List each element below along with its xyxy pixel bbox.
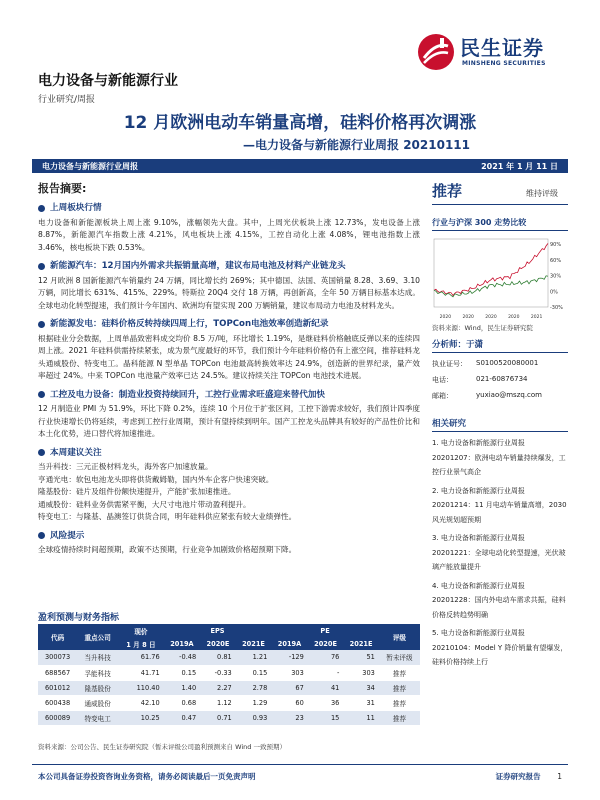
section-paragraph: 12 月制造业 PMI 为 51.9%，环比下降 0.2%，连续 10 个月位于扩张区间，工控下游需求较好，我们预计四季度行业快速增长仍将延续，考虑到工控行业周期，预计有望持续到明年。国产工控龙头品牌具有较好的产品性价比和本土化优势，进口替代将加速推进。 — [38, 404, 420, 438]
col-year: 2020E — [308, 637, 344, 650]
footer-label: 证券研究报告 — [495, 772, 541, 781]
table-cell: 688567 — [38, 665, 77, 680]
chart-source: 资料来源：Wind，民生证券研究院 — [432, 324, 533, 332]
table-cell: 42.10 — [118, 695, 164, 710]
table-cell: 2.27 — [200, 680, 236, 695]
table-cell: -129 — [271, 650, 308, 665]
rating — [432, 180, 568, 205]
related-report: 1. 电力设备和新能源行业周报 20201207：欧洲电动车销量持续爆发，工控行业景气高企 — [432, 439, 566, 476]
footer-disclaimer: 本公司具备证券投资咨询业务资格，请务必阅读最后一页免责声明 — [38, 772, 256, 781]
pick-item: 亨通光电：软包电池龙头即将供货戴姆勒，国内外车企客户快速突破。 — [38, 474, 274, 484]
section-paragraph: 根据硅业分会数据，上周单晶致密料成交均价 8.5 万/吨，环比增长 1.19%，是继硅料价格触底反弹以来的连续四周上涨。2021 年硅料供需持续紧张，成为景气度最好的环节，我们预计今年硅料价格仍有上涨空间，推荐硅料龙头通威股份、特变电工。晶科能源 N 型单晶 TOPCon 电池最高转换效率达 24.9%，创造新的世界纪录，量产效率超过 24%。中来 TOPCon 电池量产效率已达 24.5%。建议持续关注 TOPCon 电池技术进展。 — [38, 333, 420, 380]
rating-recommend: 推荐 — [432, 182, 463, 200]
section-heading: 上周板块行情 — [38, 202, 420, 215]
table-cell: 推荐 — [379, 680, 420, 695]
minsheng-logo-icon — [416, 32, 456, 72]
x-tick-label: 2021 — [530, 315, 543, 320]
related-report: 5. 电力设备和新能源行业周报 20210104：Model Y 降价销量有望爆发，硅料价格持续上行 — [432, 629, 568, 666]
report-bar — [32, 159, 568, 173]
section-paragraph: 电力设备和新能源板块上周上涨 9.10%，涨幅领先大盘。其中，上周光伏板块上涨 12.73%，发电设备上涨 8.87%，新能源汽车指数上涨 4.21%，风电板块上涨 4.15%，工控自动化上涨 4.08%，锂电池指数上涨 3.46%，核电板块下跌 0.53%。 — [38, 217, 420, 252]
table-cell: 67 — [271, 680, 308, 695]
table-cell: 特变电工 — [77, 710, 118, 725]
bullet-icon — [38, 321, 45, 328]
table-cell: 31 — [343, 695, 379, 710]
section-heading: 新能源发电：硅料价格反转持续四周上行，TOPCon电池效率创造新纪录 — [38, 318, 420, 331]
bullet-icon — [38, 532, 45, 539]
report-title: 12 月欧洲电动车销量高增，硅料价格再次调涨 — [123, 113, 477, 133]
table-cell: 303 — [343, 665, 379, 680]
table-cell: 15 — [308, 710, 344, 725]
rating-maintain: 维持评级 — [526, 189, 558, 198]
table-cell: 76 — [308, 650, 344, 665]
table-cell: 600438 — [38, 695, 77, 710]
table-cell: 11 — [343, 710, 379, 725]
series-line-1 — [434, 276, 548, 297]
pick-item: 隆基股份：硅片及组件份额快速提升，产能扩张加速推进。 — [38, 487, 236, 496]
bullet-icon — [38, 449, 45, 456]
analyst-cert: 执业证号： S0100520080001 — [432, 359, 539, 368]
table-cell: 61.76 — [118, 650, 164, 665]
col-rating: 评级 — [379, 624, 420, 650]
table-title: 盈利预测与财务指标 — [38, 610, 420, 625]
financial-table — [38, 624, 420, 726]
col-eps: EPS — [164, 624, 272, 637]
col-price-date: 1 月 8 日 — [118, 637, 164, 650]
table-cell: 1.12 — [200, 695, 236, 710]
section-paragraph: 全球疫情持续时间超预期，政策不达预期，行业竞争加剧致价格超预期下降。 — [38, 545, 297, 554]
table-cell: 2.78 — [236, 680, 272, 695]
table-cell: 隆基股份 — [77, 680, 118, 695]
col-year: 2021E — [343, 637, 379, 650]
bullet-icon — [38, 391, 45, 398]
section-heading: 风险提示 — [38, 530, 420, 543]
page-number: 1 — [557, 772, 562, 781]
y-tick-label: 30% — [550, 273, 562, 280]
pick-item: 特变电工：与隆基、晶澳签订供货合同，明年硅料供应紧张有较大业绩弹性。 — [38, 512, 297, 521]
table-cell: 36 — [308, 695, 344, 710]
chart-title: 行业与沪深 300 走势比较 — [432, 217, 568, 231]
table-cell: 当升科技 — [77, 650, 118, 665]
table-cell: 0.81 — [200, 650, 236, 665]
table-cell: 51 — [343, 650, 379, 665]
section-heading: 工控及电力设备：制造业投资持续回升，工控行业需求旺盛迎来替代加快 — [38, 389, 420, 402]
table-row — [38, 680, 420, 695]
chart-frame — [434, 239, 548, 307]
report-subtitle: —电力设备与新能源行业周报 20210111 — [243, 138, 470, 152]
table-cell: -0.48 — [164, 650, 201, 665]
pick-item: 通威股份：硅料业务供需紧平衡，大尺寸电池片带动盈利提升。 — [38, 499, 251, 509]
trend-chart-svg — [432, 235, 568, 321]
y-tick-label: 60% — [550, 257, 562, 264]
table-cell: 601012 — [38, 680, 77, 695]
x-tick-label: 2020 — [462, 315, 474, 320]
page-header — [38, 30, 576, 105]
table-cell: 41 — [308, 680, 344, 695]
analyst-email: 邮箱： yuxiao@mszq.com — [432, 391, 542, 400]
col-year: 2019A — [164, 637, 201, 650]
abstract-body — [38, 196, 420, 557]
table-cell: 孚能科技 — [77, 665, 118, 680]
sector-title: 电力设备与新能源行业 — [38, 73, 178, 89]
table-row — [38, 710, 420, 725]
x-tick-label: 2020 — [508, 315, 520, 320]
related-title: 相关研究 — [432, 417, 568, 432]
x-tick-label: 2020 — [439, 315, 452, 320]
table-cell: 0.15 — [236, 665, 272, 680]
table-cell: 1.40 — [164, 680, 201, 695]
sidebar — [432, 180, 568, 670]
table-row — [38, 650, 420, 665]
table-cell: 300073 — [38, 650, 77, 665]
table-row — [38, 665, 420, 680]
section-heading: 本周建议关注 — [38, 447, 420, 460]
table-cell: 60 — [271, 695, 308, 710]
table-cell: 通威股份 — [77, 695, 118, 710]
footer-divider — [32, 764, 568, 765]
table-cell: 0.15 — [164, 665, 201, 680]
table-cell: 1.21 — [236, 650, 272, 665]
section-heading: 新能源汽车：12月国内外需求共振销量高增，建议布局电池及材料产业链龙头 — [38, 260, 420, 273]
table-cell: 303 — [271, 665, 308, 680]
col-name: 重点公司 — [77, 624, 118, 650]
col-year: 2021E — [236, 637, 272, 650]
logo-name-en: MINSHENG SECURITIES — [462, 60, 546, 67]
section-paragraph: 12 月欧洲 8 国新能源汽车销量约 24 万辆，同比增长约 269%；其中德国、法国、英国销量 8.28、3.69、3.10 万辆，同比增长 631%、415%、229%。特斯拉 20Q4 交付 18 万辆，再创新高，全年 50 万辆目标基本达成。全球电动化转型提速，我们预计今年国内、欧洲均有望实现 200 万辆销量，建议布局动力电池及材料龙头。 — [38, 275, 420, 310]
col-year: 2019A — [271, 637, 308, 650]
table-source: 资料来源：公司公告、民生证券研究院（暂未评级公司盈利预测来自 Wind 一致预期） — [38, 743, 286, 751]
y-tick-label: -30% — [550, 305, 563, 311]
table-cell: - — [308, 665, 344, 680]
table-cell: 暂未评级 — [379, 650, 420, 665]
analyst-title: 分析师：于潇 — [432, 338, 568, 353]
col-pe: PE — [271, 624, 379, 637]
abstract-title: 报告摘要: — [38, 182, 87, 195]
bar-left: 电力设备与新能源行业周报 — [42, 161, 138, 171]
table-cell: -0.33 — [200, 665, 236, 680]
footer-right — [496, 771, 562, 782]
report-type: 行业研究/周报 — [38, 95, 96, 105]
bullet-icon — [38, 205, 45, 212]
table-cell: 0.68 — [164, 695, 201, 710]
logo-name-cn: 民生证券 — [460, 36, 544, 60]
table-cell: 0.93 — [236, 710, 272, 725]
y-tick-label: 90% — [550, 242, 562, 249]
bar-date: 2021 年 1 月 11 日 — [481, 161, 558, 171]
table-row — [38, 695, 420, 710]
table-cell: 600089 — [38, 710, 77, 725]
table-cell: 1.29 — [236, 695, 272, 710]
table-cell: 0.47 — [164, 710, 201, 725]
series-line-0 — [434, 243, 548, 295]
table-cell: 推荐 — [379, 665, 420, 680]
related-report: 4. 电力设备和新能源行业周报 20201228：国内外电动车需求共振，硅料价格反转趋势明确 — [432, 581, 566, 619]
col-price: 现价 — [118, 624, 164, 637]
related-report: 2. 电力设备和新能源行业周报 20201214：11 月电动车销量高增，2030 风光规划超预期 — [432, 486, 567, 524]
related-report: 3. 电力设备和新能源行业周报 20201221：全球电动化转型提速，光伏玻璃产能放量提升 — [432, 534, 566, 571]
col-code: 代码 — [38, 624, 77, 650]
table-cell: 0.71 — [200, 710, 236, 725]
table-cell: 23 — [271, 710, 308, 725]
col-year: 2020E — [200, 637, 236, 650]
table-cell: 110.40 — [118, 680, 164, 695]
table-cell: 10.25 — [118, 710, 164, 725]
logo — [416, 30, 576, 76]
table-cell: 推荐 — [379, 695, 420, 710]
x-tick-label: 2020 — [485, 315, 497, 320]
table-cell: 41.71 — [118, 665, 164, 680]
table-cell: 推荐 — [379, 710, 420, 725]
y-tick-label: 0% — [550, 289, 558, 296]
table-cell: 34 — [343, 680, 379, 695]
trend-chart — [432, 235, 568, 321]
analyst-phone: 电话： 021-60876734 — [432, 375, 528, 384]
pick-item: 当升科技：三元正极材料龙头，海外客户加速放量。 — [38, 462, 213, 471]
bullet-icon — [38, 263, 45, 270]
